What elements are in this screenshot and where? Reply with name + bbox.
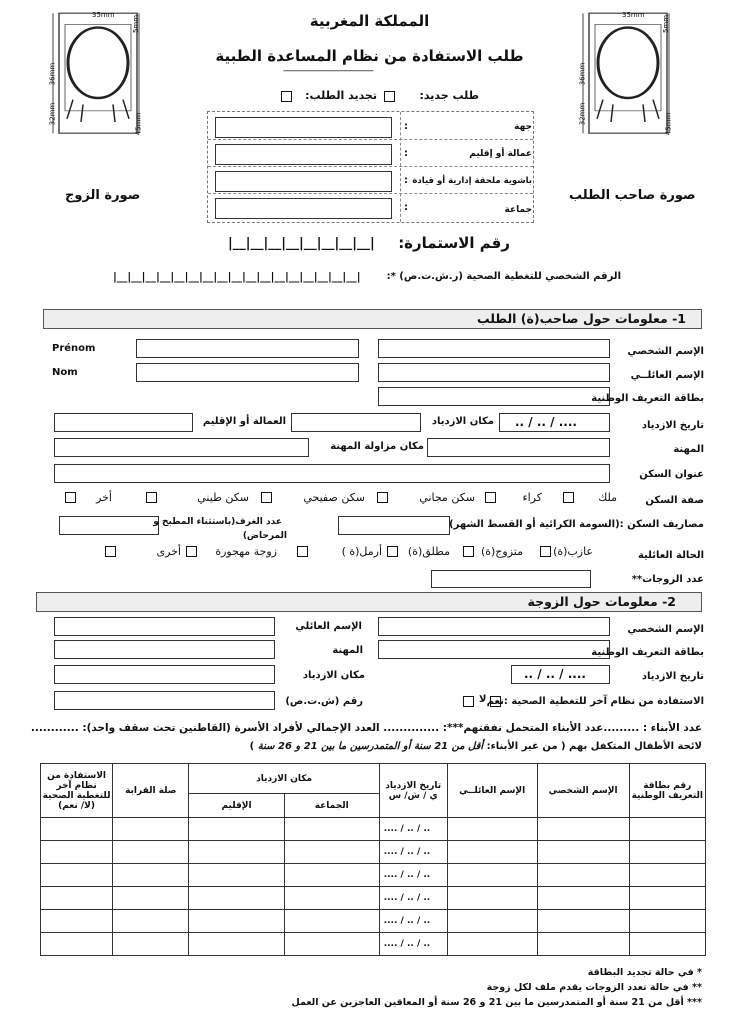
spouse-coverage-label: الاستفادة من نظام آخر للتغطية الصحية :نعم bbox=[486, 696, 704, 707]
housing-free-checkbox[interactable] bbox=[377, 492, 388, 503]
footnote-3: *** أقل من 21 سنة أو المتمدرسين ما بين 21 و 26 سنة أو المعاقين العاجزين عن العمل bbox=[291, 997, 702, 1008]
table-row bbox=[41, 841, 706, 864]
birth-place-label: مكان الازدياد bbox=[431, 416, 494, 427]
col-birth-date-label: تاريخ الازدياد bbox=[385, 780, 442, 791]
work-place-field[interactable] bbox=[427, 438, 610, 457]
section1-header bbox=[43, 309, 702, 329]
spouse-health-id-field[interactable] bbox=[54, 691, 275, 710]
col-cin: رقم بطاقة التعريف الوطنية bbox=[629, 764, 705, 818]
applicant-photo-label: صورة صاحب الطلب bbox=[569, 188, 696, 203]
section1-title: 1- معلومات حول صاحب(ة) الطلب bbox=[476, 311, 686, 326]
rooms-label-1: عدد الغرف(باستثناء المطبخ و bbox=[153, 517, 282, 527]
wives-count-label: عدد الزوجات** bbox=[631, 574, 704, 585]
prenom-field[interactable] bbox=[136, 339, 359, 358]
form-number-label: رقم الاستمارة: bbox=[398, 234, 510, 252]
spouse-last-name-label: الإسم العائلي bbox=[295, 621, 362, 632]
marital-married: متزوج(ة) bbox=[480, 545, 523, 558]
nom-field[interactable] bbox=[136, 363, 359, 382]
footnote-2: ** في حالة تعدد الزوجات يقدم ملف لكل زوجة bbox=[486, 982, 702, 993]
housing-type-label: صفة السكن bbox=[645, 495, 704, 506]
spouse-photo-width: 35mm bbox=[92, 11, 115, 19]
col-relation: صلة القرابة bbox=[113, 764, 189, 818]
children-list-heading bbox=[250, 741, 702, 752]
marital-widowed: أرمل(ة ) bbox=[341, 545, 382, 558]
pashalik-field[interactable] bbox=[215, 171, 392, 192]
last-name-field[interactable] bbox=[378, 363, 610, 382]
commune-colon: : bbox=[404, 202, 408, 213]
spouse-no-label: لا bbox=[479, 694, 487, 705]
col-last-name: الإسم العائلــي bbox=[447, 764, 537, 818]
applicant-photo-small: 5mm bbox=[662, 14, 671, 34]
applicant-photo-width: 35mm bbox=[622, 11, 645, 19]
children-rows bbox=[41, 818, 706, 956]
col-birth-date bbox=[379, 764, 447, 818]
table-row bbox=[41, 864, 706, 887]
prefecture-label: عمالة أو إقليم bbox=[469, 149, 532, 159]
marital-other: أخرى bbox=[156, 545, 181, 558]
marital-single-checkbox[interactable] bbox=[540, 546, 551, 557]
spouse-birth-place-field[interactable] bbox=[54, 665, 275, 684]
first-name-label: الإسم الشخصي bbox=[627, 346, 704, 357]
children-list-end: ) bbox=[249, 741, 255, 752]
housing-costs-label: مصاريف السكن :(السومة الكرائية أو القسط الشهر) bbox=[449, 519, 704, 530]
spouse-photo-frame bbox=[43, 10, 143, 138]
housing-option-other: أخر bbox=[96, 491, 112, 504]
spouse-photo-label: صورة الزوج bbox=[65, 188, 141, 203]
form-title: طلب الاستفادة من نظام المساعدة الطبية bbox=[215, 47, 524, 65]
prefecture-colon: : bbox=[404, 148, 408, 159]
prefecture-field[interactable] bbox=[215, 144, 392, 165]
prenom-label: Prénom bbox=[52, 343, 96, 354]
address-label: عنوان السكن bbox=[639, 469, 704, 480]
rooms-field[interactable] bbox=[59, 516, 159, 535]
housing-option-rent: كراء bbox=[522, 491, 542, 504]
col-birth-date-sub: ي / ش/ س bbox=[388, 790, 438, 801]
profession-field[interactable] bbox=[54, 438, 309, 457]
row-date[interactable]: .... / .. / .. bbox=[379, 818, 447, 841]
table-row bbox=[41, 933, 706, 956]
footnote-1: * في حالة تجديد البطاقة bbox=[587, 967, 702, 978]
housing-option-free: سكن مجاني bbox=[419, 491, 475, 504]
spouse-birth-date-label: تاريخ الازدياد bbox=[641, 671, 704, 682]
housing-rent-checkbox[interactable] bbox=[485, 492, 496, 503]
marital-abandoned-checkbox[interactable] bbox=[186, 546, 197, 557]
marital-divorced: مطلق(ة) bbox=[407, 545, 450, 558]
spouse-first-name-field[interactable] bbox=[378, 617, 610, 636]
row-date[interactable]: .... / .. / .. bbox=[379, 887, 447, 910]
marital-abandoned: زوجة مهجورة bbox=[215, 545, 277, 558]
rooms-label-2: المرحاض) bbox=[242, 531, 287, 541]
children-table bbox=[40, 763, 706, 956]
marital-single: عازب(ة) bbox=[553, 545, 593, 558]
table-row bbox=[41, 910, 706, 933]
cin-field[interactable] bbox=[378, 387, 610, 406]
row-date[interactable]: .... / .. / .. bbox=[379, 841, 447, 864]
row-date[interactable]: .... / .. / .. bbox=[379, 933, 447, 956]
spouse-last-name-field[interactable] bbox=[54, 617, 275, 636]
col-commune: الجماعة bbox=[284, 794, 379, 818]
address-field[interactable] bbox=[54, 464, 610, 483]
region-field[interactable] bbox=[215, 117, 392, 138]
children-summary: عدد الأبناء : .........عدد الأبناء المتحمل نفقتهم***: .............. العدد الإجمالي لأفراد الأسرة (القاطنين تحت سقف واحد): ............ bbox=[30, 722, 702, 734]
wives-count-field[interactable] bbox=[431, 570, 591, 588]
housing-option-own: ملك bbox=[598, 491, 617, 504]
pashalik-colon: : bbox=[404, 175, 408, 186]
spouse-photo-small: 5mm bbox=[132, 14, 141, 34]
kingdom-title: المملكة المغربية bbox=[309, 12, 430, 30]
new-request-checkbox[interactable] bbox=[384, 91, 395, 102]
commune-label: جماعة bbox=[504, 205, 532, 215]
region-label: جهة bbox=[514, 122, 532, 132]
last-name-label: الإسم العائلــي bbox=[630, 370, 704, 381]
spouse-profession-label: المهنة bbox=[332, 645, 363, 656]
section2-header bbox=[36, 592, 702, 612]
new-request-label: طلب جديد: bbox=[419, 89, 479, 102]
section2-title: 2- معلومات حول الزوجة bbox=[527, 594, 676, 609]
row-date[interactable]: .... / .. / .. bbox=[379, 910, 447, 933]
cin-label: بطاقة التعريف الوطنية bbox=[591, 393, 704, 404]
applicant-photo-height: 45mm bbox=[664, 112, 673, 136]
spouse-photo-inner-height: 36mm bbox=[48, 62, 57, 86]
col-birth-place: مكان الازدياد bbox=[189, 764, 379, 794]
housing-own-checkbox[interactable] bbox=[563, 492, 574, 503]
health-id-slots[interactable]: |__|__|__|__|__|__|__|__|__|__|__|__|__|__|__|__|__| bbox=[113, 271, 361, 283]
housing-slum-checkbox[interactable] bbox=[261, 492, 272, 503]
spouse-cin-field[interactable] bbox=[378, 640, 610, 659]
spouse-photo-height: 45mm bbox=[134, 112, 143, 136]
pashalik-label: باشوية ملحقة إدارية أو قيادة bbox=[412, 176, 532, 186]
row-date[interactable]: .... / .. / .. bbox=[379, 864, 447, 887]
spouse-health-id-label: رقم (ش.ت.ص) bbox=[285, 696, 363, 707]
form-number-slots[interactable]: |__|__|__|__|__|__|__|__| bbox=[228, 236, 375, 251]
spouse-birth-date-mask: .. / .. / .... bbox=[524, 667, 586, 681]
commune-field[interactable] bbox=[215, 198, 392, 219]
province-label: العمالة أو الإقليم bbox=[202, 416, 286, 427]
spouse-birth-place-label: مكان الازدياد bbox=[302, 670, 365, 681]
marital-divorced-checkbox[interactable] bbox=[387, 546, 398, 557]
housing-option-mud: سكن طيني bbox=[197, 491, 249, 504]
renewal-checkbox[interactable] bbox=[281, 91, 292, 102]
applicant-photo-frame bbox=[573, 10, 673, 138]
housing-costs-field[interactable] bbox=[338, 516, 450, 535]
children-list-title: لائحة الأطفال المتكفل بهم ( من غير الأبناء: bbox=[486, 741, 702, 752]
table-row bbox=[41, 887, 706, 910]
children-list-note: أقل من 21 سنة أو المتمدرسين ما بين 21 و 26 سنة bbox=[257, 741, 487, 752]
spouse-first-name-label: الإسم الشخصي bbox=[627, 624, 704, 635]
health-id-label: الرقم الشخصي للتغطية الصحية (ر.ش.ت.ص) *: bbox=[386, 271, 621, 282]
applicant-photo-inner-height: 36mm bbox=[578, 62, 587, 86]
first-name-field[interactable] bbox=[378, 339, 610, 358]
birth-date-mask: .. / .. / .... bbox=[515, 415, 577, 429]
region-colon: : bbox=[404, 121, 408, 132]
profession-label: المهنة bbox=[673, 444, 704, 455]
spouse-profession-field[interactable] bbox=[54, 640, 275, 659]
province-field[interactable] bbox=[54, 413, 193, 432]
col-province: الإقليم bbox=[189, 794, 284, 818]
spouse-cin-label: بطاقة التعريف الوطنية bbox=[591, 647, 704, 658]
spouse-photo-inner-width: 32mm bbox=[48, 102, 57, 126]
marital-widowed-checkbox[interactable] bbox=[297, 546, 308, 557]
work-place-label: مكان مزاولة المهنة bbox=[330, 441, 424, 452]
spouse-coverage-no-checkbox[interactable] bbox=[463, 696, 474, 707]
nom-label: Nom bbox=[52, 367, 78, 378]
marital-status-label: الحالة العائلية bbox=[637, 550, 704, 561]
col-coverage: الاستفادة من نظام آخر للتغطية الصحية (لا/ نعم) bbox=[41, 764, 113, 818]
renewal-label: تجديد الطلب: bbox=[305, 89, 377, 102]
housing-option-slum: سكن صفيحي bbox=[303, 491, 365, 504]
birth-date-label: تاريخ الازدياد bbox=[641, 420, 704, 431]
table-row bbox=[41, 818, 706, 841]
birth-place-field[interactable] bbox=[291, 413, 421, 432]
housing-mud-checkbox[interactable] bbox=[146, 492, 157, 503]
col-first-name: الإسم الشخصي bbox=[537, 764, 629, 818]
marital-other-checkbox[interactable] bbox=[105, 546, 116, 557]
applicant-photo-inner-width: 32mm bbox=[578, 102, 587, 126]
title-dashes: ---------------------------------------- bbox=[283, 66, 373, 76]
housing-other-checkbox[interactable] bbox=[65, 492, 76, 503]
marital-married-checkbox[interactable] bbox=[463, 546, 474, 557]
